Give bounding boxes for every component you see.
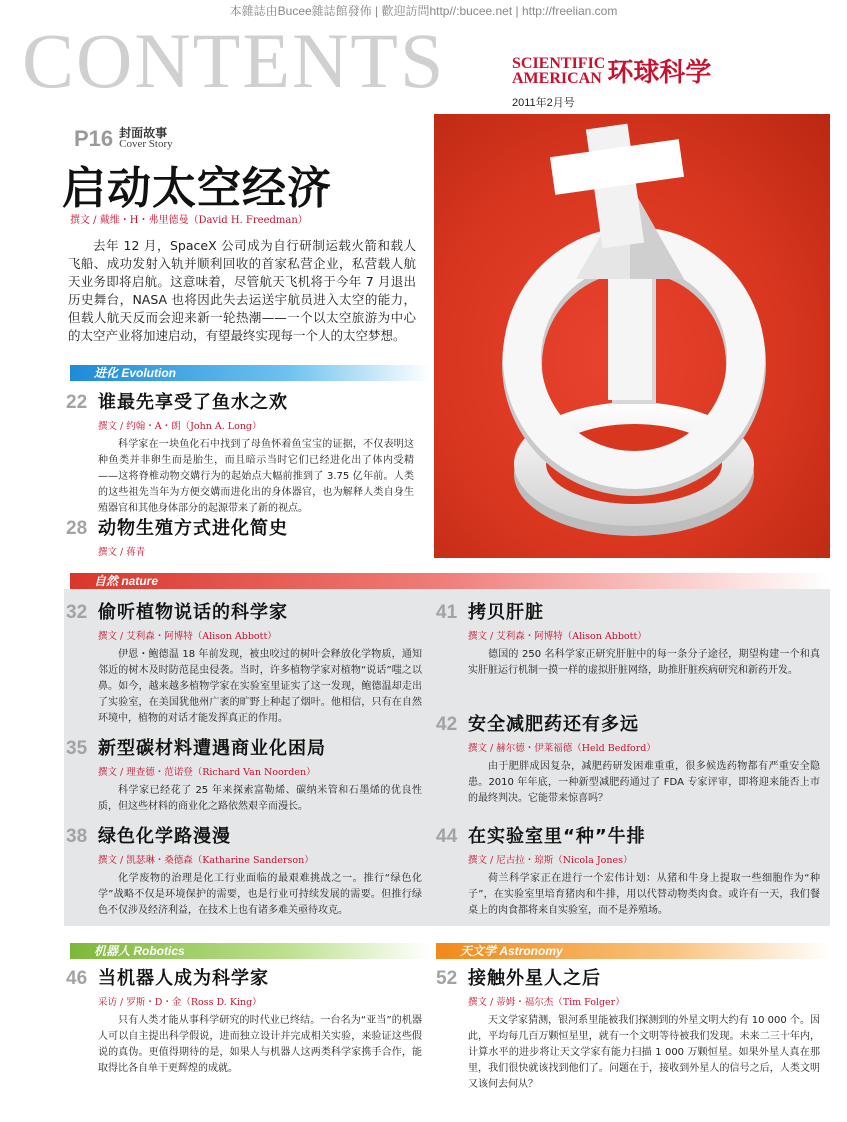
cover-title[interactable]: 启动太空经济 [62, 163, 332, 214]
article-38[interactable] [66, 822, 422, 919]
article-42-head [436, 710, 820, 736]
article-44-summary: 荷兰科学家正在进行一个宏伟计划：从猪和牛身上提取一些细胞作为“种子”，在实验室里培育猪肉和牛排，用以代替动物类肉食。或许有一天，我们餐桌上的肉食都将来自实验室，而不是养殖场。 [468, 873, 820, 916]
article-38-summary: 化学废物的治理是化工行业面临的最艰难挑战之一。推行“绿色化学”战略不仅是环境保护的需要，也是行业可持续发展的需要。但推行绿色不仅涉及经济利益，在技术上也有诸多难关亟待攻克。 [98, 873, 422, 916]
article-52-byline: 撰文 / 蒂姆・福尔杰（Tim Folger） [468, 997, 625, 1008]
article-22-summary: 科学家在一块鱼化石中找到了母鱼怀着鱼宝宝的证据，不仅表明这种鱼类并非卵生而是胎生，而且暗示当时它们已经进化出了体内受精——这将脊椎动物交媾行为的起始点大幅前推到了 3.75 亿年前。人类的这些祖先当年为方便交媾而进化出的身体器官，也为解释人类自身生殖器官和其他身体部分的起源带来了新的视点。 [98, 439, 414, 514]
article-28-title[interactable]: 动物生殖方式进化简史 [98, 518, 288, 539]
watermark: 本雜誌由Bucee雜誌館發佈 | 歡迎訪問http//:bucee.net | http://freelian.com [229, 4, 618, 18]
article-35-title[interactable]: 新型碳材料遭遇商业化困局 [98, 738, 326, 759]
article-44-head [436, 822, 820, 848]
article-35-summary: 科学家已经花了 25 年来探索富勒烯、碳纳米管和石墨烯的优良性质，但这些材料的商业化之路依然艰辛而漫长。 [98, 785, 422, 812]
brand-en-line1: SCIENTIFIC [512, 54, 606, 72]
article-52-page: 52 [436, 968, 458, 989]
article-42[interactable] [436, 710, 820, 807]
article-32-head [66, 598, 422, 624]
article-52-title[interactable]: 接触外星人之后 [468, 968, 601, 989]
article-42-page: 42 [436, 714, 458, 735]
article-32-summary: 伊恩・鲍德温 18 年前发现，被虫咬过的树叶会释放化学物质，通知邻近的树木及时防范昆虫侵袭。当时，许多植物学家对植物“说话”嗤之以鼻。如今，越来越多植物学家在实验室里证实了这一发现，鲍德温却走出了实验室，在美国犹他州广袤的旷野上种起了烟叶。他相信，只有在自然环境中，植物的对话才能发挥真正的作用。 [98, 649, 422, 724]
venus-mars-symbol-icon [434, 114, 830, 558]
section-evolution: 进化 Evolution [70, 365, 430, 381]
article-22-head [66, 388, 414, 414]
article-46[interactable] [66, 964, 422, 1077]
contents-heading: CONTENTS [22, 17, 446, 104]
article-44-byline: 撰文 / 尼古拉・琼斯（Nicola Jones） [468, 855, 633, 866]
article-32-title[interactable]: 偷听植物说话的科学家 [98, 602, 288, 623]
article-46-byline: 采访 / 罗斯・D・金（Ross D. King） [98, 997, 262, 1008]
article-28-head [66, 514, 414, 540]
article-46-head [66, 964, 422, 990]
cover-byline: 撰文 / 戴维・H・弗里德曼（David H. Freedman） [70, 215, 308, 226]
section-robotics: 机器人 Robotics [70, 943, 430, 959]
article-22-byline: 撰文 / 约翰・A・朗（John A. Long） [98, 421, 262, 432]
article-22-title[interactable]: 谁最先享受了鱼水之欢 [98, 392, 288, 413]
article-42-byline: 撰文 / 赫尔德・伊莱福德（Held Bedford） [468, 743, 656, 754]
section-nature: 自然 nature [70, 573, 830, 589]
article-44[interactable] [436, 822, 820, 919]
article-32[interactable] [66, 598, 422, 727]
article-41[interactable] [436, 598, 820, 679]
article-32-page: 32 [66, 602, 88, 623]
article-35-head [66, 734, 422, 760]
article-42-title[interactable]: 安全减肥药还有多远 [468, 714, 639, 735]
cover-label-cn: 封面故事 [119, 126, 168, 140]
article-38-head [66, 822, 422, 848]
article-46-title[interactable]: 当机器人成为科学家 [98, 968, 269, 989]
brand-cn: 环球科学 [607, 58, 712, 88]
brand-en [512, 56, 605, 86]
article-38-page: 38 [66, 826, 88, 847]
cover-label [119, 127, 172, 150]
article-22-page: 22 [66, 392, 88, 413]
article-44-page: 44 [436, 826, 458, 847]
article-35[interactable] [66, 734, 422, 815]
article-41-summary: 德国的 250 名科学家正研究肝脏中的每一条分子途径，期望构建一个和真实肝脏运行机制一摸一样的虚拟肝脏网络，助推肝脏疾病研究和新药开发。 [468, 649, 820, 676]
cover-summary: 去年 12 月，SpaceX 公司成为自行研制运载火箭和载人飞船、成功发射入轨并顺利回收的首家私营企业，私营载人航天业务即将启航。这意味着，尽管航天飞机将于今年 7 月退出历史舞台，NASA 也将因此失去运送宇航员进入太空的能力，但载人航天反而会迎来新一轮热潮——一个以太空旅游为中心的太空产业将加速启动，有望最终实现每一个人的太空梦想。 [68, 238, 416, 343]
cover-page-number[interactable]: P16 [74, 126, 114, 151]
article-38-title[interactable]: 绿色化学路漫漫 [98, 826, 231, 847]
article-42-summary: 由于肥胖成因复杂，减肥药研发困难重重，很多候选药物都有严重安全隐患。2010 年年底，一种新型减肥药通过了 FDA 专家评审，即将迎来能否上市的最终判决。它能带来惊喜吗？ [468, 761, 820, 804]
article-38-byline: 撰文 / 凯瑟琳・桑德森（Katharine Sanderson） [98, 855, 314, 866]
article-52-summary: 天文学家猜测，银河系里能被我们探测到的外星文明大约有 10 000 个。因此，平均每几百万颗恒星里，就有一个文明等待被我们发现。未来二三十年内，计算水平的进步将让天文学家有能力扫描 1 000 万颗恒星。如果外星人真在那里，我们很快就该找到他们了。问题在于，接收到外星人的信号之后，人类文明又该何去何从？ [468, 1015, 820, 1090]
article-28-byline: 撰文 / 蒋青 [98, 547, 146, 558]
cover-illustration [434, 114, 830, 558]
cover-label-en: Cover Story [119, 138, 173, 150]
article-52-head [436, 964, 820, 990]
article-41-byline: 撰文 / 艾利森・阿博特（Alison Abbott） [468, 631, 647, 642]
issue-date: 2011年2月号 [512, 97, 575, 109]
article-28[interactable] [66, 514, 414, 558]
article-41-head [436, 598, 820, 624]
article-22[interactable] [66, 388, 414, 517]
cover-story-label [74, 127, 173, 150]
article-44-title[interactable]: 在实验室里“种”牛排 [468, 826, 646, 847]
article-32-byline: 撰文 / 艾利森・阿博特（Alison Abbott） [98, 631, 277, 642]
article-41-title[interactable]: 拷贝肝脏 [468, 602, 544, 623]
brand-en-line2: AMERICAN [512, 69, 602, 87]
section-astronomy: 天文学 Astronomy [436, 943, 830, 959]
magazine-logo [512, 52, 711, 89]
article-52[interactable] [436, 964, 820, 1093]
article-41-page: 41 [436, 602, 458, 623]
article-46-summary: 只有人类才能从事科学研究的时代业已终结。一台名为“亚当”的机器人可以自主提出科学假说，进而独立设计并完成相关实验，来验证这些假说的真伪。更值得期待的是，如果人与机器人这两类科学家携手合作，能取得比各自单干更辉煌的成就。 [98, 1015, 422, 1074]
article-46-page: 46 [66, 968, 88, 989]
article-28-page: 28 [66, 518, 88, 539]
article-35-page: 35 [66, 738, 88, 759]
article-35-byline: 撰文 / 理查德・范诺登（Richard Van Noorden） [98, 767, 316, 778]
